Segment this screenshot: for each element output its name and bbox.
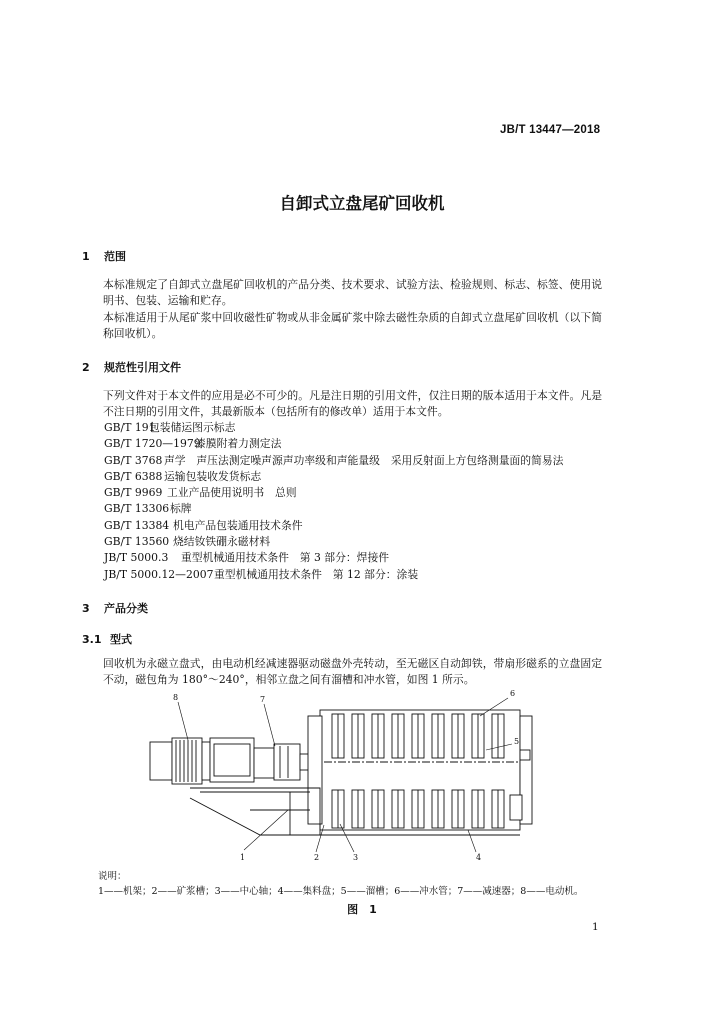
section-title: 范围: [104, 250, 126, 263]
reference-title: 运输包装收发货标志: [164, 469, 262, 483]
reference-item: [104, 436, 563, 452]
reference-item: [104, 534, 563, 550]
callout-8: 8: [173, 693, 179, 702]
figure-label: 图 1: [347, 903, 377, 916]
legend-text: 1——机架；2——矿浆槽；3——中心轴；4——集料盘；5——溜槽；6——冲水管；7——减速器；8——电动机。: [98, 886, 584, 897]
legend-title: 说明：: [98, 871, 127, 882]
reference-title: 重型机械通用技术条件 第 12 部分：涂装: [214, 567, 419, 581]
section-title: 产品分类: [104, 602, 148, 615]
reference-code: GB/T 191: [104, 421, 156, 434]
section-number: 3: [82, 602, 90, 615]
reference-title: 烧结钕铁硼永磁材料: [173, 535, 271, 549]
reference-code: GB/T 13306: [104, 502, 170, 516]
section-3-1-heading: [82, 631, 132, 647]
callout-6: 6: [510, 690, 516, 698]
paragraph-text: 本标准适用于从尾矿浆中回收磁性矿物或从非金属矿浆中除去磁性杂质的自卸式立盘尾矿回收机（以下简称回收机）。: [103, 311, 602, 341]
section-number: 1: [82, 250, 90, 263]
callout-1: 1: [240, 853, 246, 862]
paragraph-text: 本标准规定了自卸式立盘尾矿回收机的产品分类、技术要求、试验方法、检验规则、标志、标签、使用说明书、包装、运输和贮存。: [103, 278, 602, 308]
reducer-drawing: [210, 738, 320, 782]
reference-item: [104, 567, 563, 583]
figure-legend: [98, 869, 583, 899]
callout-3: 3: [353, 853, 359, 862]
reference-code: GB/T 9969: [104, 486, 163, 500]
section-3-heading: [82, 600, 148, 616]
page-number: 1: [592, 921, 599, 933]
reference-title: 工业产品使用说明书 总则: [167, 486, 297, 500]
paragraph-text: 回收机为永磁立盘式，由电动机经减速器驱动磁盘外壳转动，至无磁区自动卸铁，带扇形磁系的立盘固定不动，磁包角为 180°～240°，相邻立盘之间有溜槽和冲水管，如图 1 所示。: [103, 657, 602, 687]
section-title: 型式: [110, 633, 132, 646]
callout-2: 2: [314, 853, 320, 862]
callout-4: 4: [476, 853, 482, 862]
reference-title: 机电产品包装通用技术条件: [173, 518, 303, 532]
reference-title: 漆膜附着力测定法: [195, 437, 282, 451]
reference-title: 重型机械通用技术条件 第 3 部分：焊接件: [181, 551, 390, 565]
section-1-paragraph-1: [82, 277, 602, 310]
reference-title: 包装储运图示标志: [149, 421, 236, 434]
reference-code: GB/T 6388: [104, 469, 163, 483]
section-1-heading: [82, 248, 126, 264]
section-1-paragraph-2: [82, 310, 602, 343]
reference-code: JB/T 5000.12—2007: [104, 567, 214, 581]
section-2-heading: [82, 359, 181, 375]
section-number: 2: [82, 361, 90, 374]
section-number: 3.1: [82, 633, 102, 646]
reference-code: GB/T 1720—1979: [104, 437, 201, 451]
callout-5: 5: [514, 737, 520, 746]
reference-code: GB/T 13560: [104, 535, 170, 549]
reference-code: JB/T 5000.3: [104, 551, 169, 565]
section-2-intro: [82, 388, 602, 421]
normative-references-list: [104, 420, 563, 583]
reference-code: GB/T 3768: [104, 453, 163, 467]
section-3-1-paragraph: [82, 656, 602, 689]
paragraph-text: 下列文件对于本文件的应用是必不可少的。凡是注日期的引用文件，仅注日期的版本适用于本文件。凡是不注日期的引用文件，其最新版本（包括所有的修改单）适用于本文件。: [103, 389, 602, 419]
standard-code: JB/T 13447—2018: [500, 124, 601, 136]
reference-item: [104, 501, 563, 517]
figure-1-machine-drawing: [140, 690, 560, 865]
reference-item: [104, 469, 563, 485]
reference-item: [104, 550, 563, 566]
reference-title: 声学 声压法测定噪声源声功率级和声能量级 采用反射面上方包络测量面的简易法: [164, 453, 564, 467]
callout-7: 7: [260, 695, 266, 704]
reference-item: [104, 420, 563, 436]
reference-item: [104, 518, 563, 534]
motor-drawing: [150, 738, 210, 784]
document-title: 自卸式立盘尾矿回收机: [279, 194, 445, 213]
reference-item: [104, 485, 563, 501]
reference-title: 标牌: [170, 502, 192, 516]
reference-code: GB/T 13384: [104, 518, 170, 532]
reference-item: [104, 453, 563, 469]
section-title: 规范性引用文件: [104, 361, 181, 374]
